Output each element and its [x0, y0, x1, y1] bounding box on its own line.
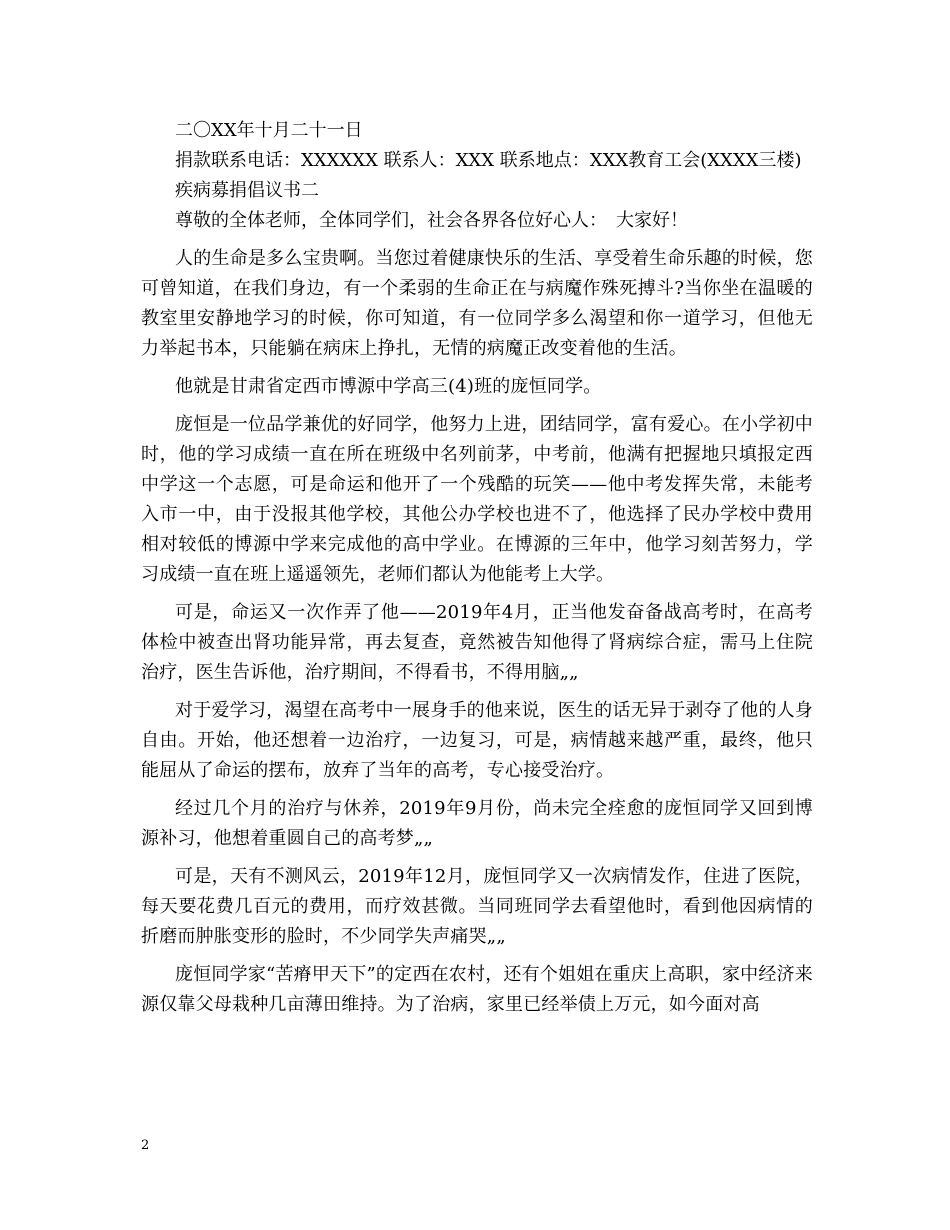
document-body [141, 116, 813, 1028]
paragraph-1: 人的生命是多么宝贵啊。当您过着健康快乐的生活、享受着生命乐趣的时候，您可曾知道，在我们身边，有一个柔弱的生命正在与病魔作殊死搏斗?当你坐在温暖的教室里安静地学习的时候，你可知道，有一位同学多么渴望和你一道学习，但他无力举起书本，只能躺在病床上挣扎，无情的病魔正改变着他的生活。 [141, 248, 813, 359]
paragraph-7: 可是，天有不测风云，2019年12月，庞恒同学又一次病情发作，住进了医院，每天要花费几百元的费用，而疗效甚微。当同班同学去看望他时，看到他因病情的折磨而肿胀变形的脸时，不少同学失声痛哭„„ [141, 866, 813, 947]
paragraph-6: 经过几个月的治疗与休养，2019年9月份，尚未完全痊愈的庞恒同学又回到博源补习，他想着重圆自己的高考梦„„ [141, 798, 813, 849]
paragraph-3: 庞恒是一位品学兼优的好同学，他努力上进，团结同学，富有爱心。在小学初中时，他的学习成绩一直在所在班级中名列前茅，中考前，他满有把握地只填报定西中学这一个志愿，可是命运和他开了一个残酷的玩笑——他中考发挥失常，未能考入市一中，由于没报其他学校，其他公办学校也进不了，他选择了民办学校中费用相对较低的博源中学来完成他的高中学业。在博源的三年中，他学习刻苦努力，学习成绩一直在班上遥遥领先，老师们都认为他能考上大学。 [141, 414, 813, 585]
salutation: 尊敬的全体老师，全体同学们，社会各界各位好心人： 大家好！ [175, 210, 688, 231]
paragraph-4: 可是，命运又一次作弄了他——2019年4月，正当他发奋备战高考时，在高考体检中被查出肾功能异常，再去复查，竟然被告知他得了肾病综合症，需马上住院治疗，医生告诉他，治疗期间，不得看书，不得用脑„„ [141, 602, 813, 683]
page-number: 2 [141, 1138, 150, 1153]
paragraph-8: 庞恒同学家“苦瘠甲天下”的定西在农村，还有个姐姐在重庆上高职，家中经济来源仅靠父母栽种几亩薄田维持。为了治病，家里已经举债上万元，如今面对高 [141, 964, 813, 1015]
document-title: 疾病募捐倡议书二 [175, 180, 319, 201]
paragraph-2: 他就是甘肃省定西市博源中学高三(4)班的庞恒同学。 [175, 376, 602, 397]
date-line: 二〇XX年十月二十一日 [175, 120, 363, 141]
paragraph-5: 对于爱学习，渴望在高考中一展身手的他来说，医生的话无异于剥夺了他的人身自由。开始，他还想着一边治疗，一边复习，可是，病情越来越严重，最终，他只能屈从了命运的摆布，放弃了当年的高考，专心接受治疗。 [141, 700, 813, 781]
contact-line: 捐款联系电话：XXXXXX 联系人：XXX 联系地点：XXX教育工会(XXXX三楼) [175, 150, 802, 171]
